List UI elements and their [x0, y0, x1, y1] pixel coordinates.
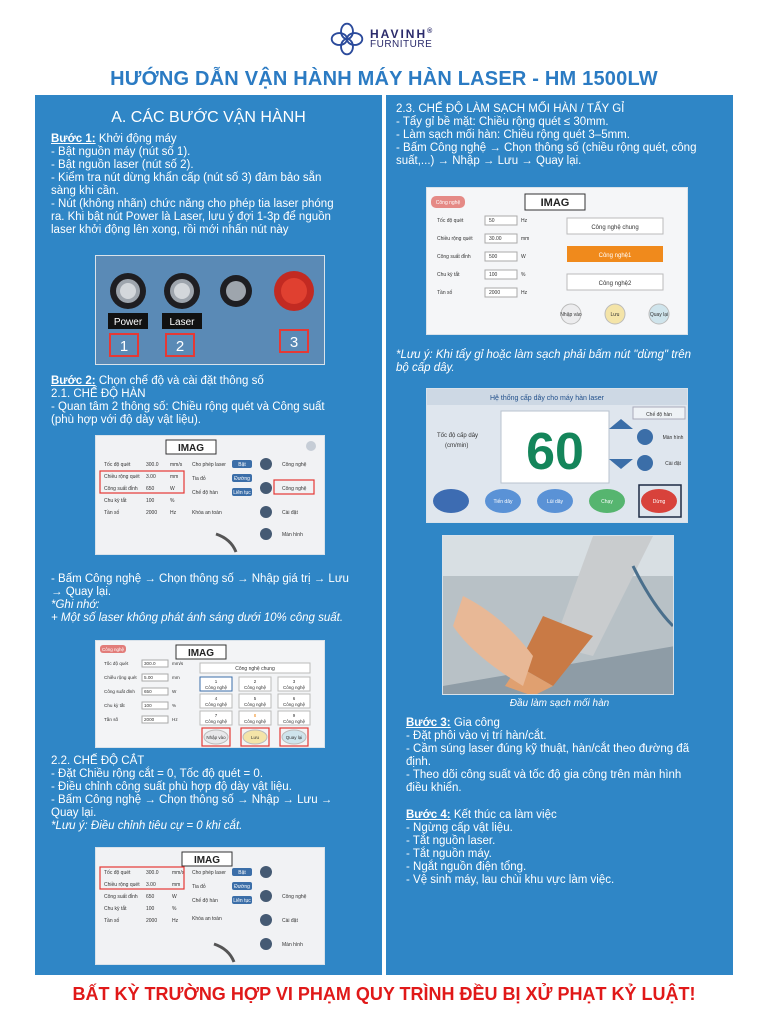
wire-speed-value: 60: [526, 423, 584, 481]
svg-text:300.0: 300.0: [144, 661, 156, 666]
svg-text:Nhập vào: Nhập vào: [206, 735, 226, 740]
step4-line: - Tắt nguồn laser.: [406, 835, 496, 847]
svg-text:Tần số: Tần số: [104, 510, 120, 516]
svg-text:650: 650: [144, 689, 152, 694]
svg-text:Tốc độ quét: Tốc độ quét: [437, 218, 464, 224]
number-2: 2: [175, 338, 185, 355]
svg-text:Công suất đỉnh: Công suất đỉnh: [104, 486, 138, 492]
svg-text:%: %: [172, 703, 177, 708]
svg-text:Bật: Bật: [238, 462, 246, 468]
step2-process-block: [51, 573, 381, 625]
svg-text:Hz: Hz: [521, 218, 528, 224]
svg-text:Hz: Hz: [172, 717, 178, 722]
svg-text:Màn hình: Màn hình: [282, 532, 303, 538]
flower-logo-icon: [330, 22, 364, 56]
clean-note: bộ cấp dây.: [396, 362, 455, 374]
svg-text:Cài đặt: Cài đặt: [282, 918, 298, 924]
step2-label: Bước 2:: [51, 375, 96, 387]
svg-text:4: 4: [214, 696, 218, 701]
svg-text:Công nghệ: Công nghệ: [204, 685, 228, 690]
note-label: *Ghi nhớ:: [51, 599, 100, 611]
cut-note: *Lưu ý: Điều chỉnh tiêu cự = 0 khi cắt.: [51, 820, 243, 832]
cut-line: - Đặt Chiều rộng cắt = 0, Tốc độ quét = 0.: [51, 768, 264, 780]
svg-text:Cài đặt: Cài đặt: [282, 510, 298, 516]
section-title: A. CÁC BƯỚC VẬN HÀNH: [111, 109, 306, 126]
step1-line: - Bật nguồn laser (nút số 2).: [51, 159, 194, 171]
svg-text:Công nghệ chung: Công nghệ chung: [235, 666, 275, 672]
svg-text:Hệ thống cấp dây cho máy hàn l: Hệ thống cấp dây cho máy hàn laser: [489, 395, 605, 402]
step1-line: - Nút (không nhãn) chức năng cho phép tia laser phóng: [51, 198, 334, 210]
svg-text:Cho phép laser: Cho phép laser: [192, 462, 226, 468]
svg-text:Khóa an toàn: Khóa an toàn: [192, 510, 222, 516]
step1-line: sàng khi cần.: [51, 185, 119, 197]
svg-text:W: W: [172, 894, 177, 900]
svg-text:Tần số: Tần số: [104, 717, 119, 722]
svg-text:Tốc độ quét: Tốc độ quét: [104, 661, 129, 666]
svg-text:Đường: Đường: [234, 476, 250, 482]
svg-text:100: 100: [146, 498, 155, 504]
svg-text:Công nghệ: Công nghệ: [243, 685, 267, 690]
svg-text:Lưu: Lưu: [250, 735, 260, 740]
svg-text:8: 8: [253, 713, 257, 718]
svg-text:Công nghệ: Công nghệ: [282, 719, 306, 724]
unlabeled-button: [220, 275, 252, 307]
svg-text:Bật: Bật: [238, 870, 246, 876]
svg-text:5: 5: [253, 696, 257, 701]
svg-text:IMAG: IMAG: [187, 648, 215, 659]
svg-text:3: 3: [292, 679, 296, 684]
svg-text:Tần số: Tần số: [437, 290, 453, 296]
svg-text:300.0: 300.0: [146, 462, 159, 468]
svg-text:Lưu: Lưu: [610, 312, 620, 318]
svg-text:W: W: [170, 486, 175, 492]
svg-text:6: 6: [292, 696, 296, 701]
svg-text:mm: mm: [172, 882, 181, 888]
step3-line: định.: [406, 756, 431, 768]
svg-text:100: 100: [144, 703, 152, 708]
svg-text:Công nghệ: Công nghệ: [243, 719, 267, 724]
svg-text:Công nghệ: Công nghệ: [282, 702, 306, 707]
step4-block: [406, 809, 731, 887]
svg-text:Quay lại: Quay lại: [285, 735, 303, 740]
machine-buttons-photo: [95, 255, 325, 365]
step2-line: - Quan tâm 2 thông số: Chiều rộng quét và Công suất: [51, 401, 325, 413]
svg-text:Dừng: Dừng: [652, 499, 666, 505]
svg-text:Công nghệ: Công nghệ: [204, 702, 228, 707]
svg-text:mm: mm: [170, 474, 179, 480]
svg-text:Màn hình: Màn hình: [662, 435, 684, 441]
svg-text:Quay lại: Quay lại: [649, 312, 669, 318]
svg-text:Tốc độ quét: Tốc độ quét: [104, 462, 131, 468]
step3-line: điều khiển.: [406, 782, 462, 794]
step3-line: - Đặt phôi vào vị trí hàn/cắt.: [406, 730, 547, 742]
svg-text:Công nghệ: Công nghệ: [204, 719, 228, 724]
footer: [0, 978, 768, 1024]
svg-text:Công nghệ: Công nghệ: [243, 702, 267, 707]
svg-text:5.00: 5.00: [144, 675, 153, 680]
header: [0, 0, 768, 95]
cutting-block: [51, 755, 381, 833]
svg-text:mm: mm: [172, 675, 180, 680]
svg-text:IMAG: IMAG: [177, 443, 205, 454]
technology-screen: [95, 640, 325, 748]
step1-title: Khởi động máy: [95, 133, 177, 145]
svg-text:300.0: 300.0: [146, 870, 159, 876]
svg-text:3.00: 3.00: [146, 474, 156, 480]
step3-line: - Theo dõi công suất và tốc độ gia công trên màn hình: [406, 769, 682, 781]
svg-text:Đường: Đường: [234, 884, 250, 890]
power-button: [110, 273, 146, 309]
step2-block: [51, 375, 381, 427]
emergency-stop-button: [274, 271, 314, 311]
svg-text:2000: 2000: [146, 510, 158, 516]
step4-line: - Vệ sinh máy, lau chùi khu vực làm việc.: [406, 874, 615, 886]
cleaning-technology-screen: [426, 187, 688, 335]
sub-heading-weld: 2.1. CHẾ ĐỘ HÀN: [51, 388, 146, 400]
svg-text:Lùi dây: Lùi dây: [546, 499, 564, 505]
svg-text:mm: mm: [521, 236, 530, 242]
number-3: 3: [289, 334, 299, 351]
svg-text:Nhập vào: Nhập vào: [560, 312, 582, 318]
page-title: HƯỚNG DẪN VẬN HÀNH MÁY HÀN LASER - HM 1500LW: [110, 68, 658, 90]
svg-text:Công suất đỉnh: Công suất đỉnh: [104, 894, 138, 900]
step1-line: - Bật nguồn máy (nút số 1).: [51, 146, 191, 158]
svg-text:30.00: 30.00: [489, 236, 502, 242]
svg-text:mm/s: mm/s: [170, 462, 183, 468]
svg-text:3.00: 3.00: [146, 882, 156, 888]
svg-text:%: %: [170, 498, 175, 504]
right-panel: [386, 95, 733, 975]
svg-text:Chu kỳ tắt: Chu kỳ tắt: [104, 498, 127, 504]
svg-text:Chiều rộng quét: Chiều rộng quét: [104, 882, 140, 888]
svg-text:Hz: Hz: [172, 918, 179, 924]
clean-note-block: [396, 349, 731, 375]
svg-text:650: 650: [146, 894, 155, 900]
svg-text:W: W: [172, 689, 177, 694]
svg-text:Chạy: Chạy: [601, 499, 613, 505]
number-1: 1: [119, 338, 129, 355]
svg-text:Liên tục: Liên tục: [233, 490, 251, 496]
cut-line: - Điều chỉnh công suất phù hợp độ dày vật liệu.: [51, 781, 292, 793]
svg-text:Chế độ hàn: Chế độ hàn: [192, 490, 218, 496]
svg-text:2000: 2000: [144, 717, 155, 722]
svg-text:Chế độ hàn: Chế độ hàn: [192, 898, 218, 904]
step4-line: - Tắt nguồn máy.: [406, 848, 492, 860]
step2-title: Chọn chế độ và cài đặt thông số: [95, 375, 264, 387]
svg-text:Chu kỳ tắt: Chu kỳ tắt: [104, 906, 127, 912]
clean-line: suất,...) → Nhập → Lưu → Quay lại.: [396, 155, 582, 167]
svg-text:Chế độ hàn: Chế độ hàn: [646, 412, 672, 418]
sub-heading-clean: 2.3. CHẾ ĐỘ LÀM SẠCH MỐI HÀN / TẨY GỈ: [396, 103, 625, 115]
svg-text:2: 2: [253, 679, 257, 684]
step2-line: (phù hợp với độ dày vật liệu).: [51, 414, 201, 426]
left-panel: [35, 95, 382, 975]
svg-text:Hz: Hz: [170, 510, 177, 516]
step3-title: Gia công: [450, 717, 500, 729]
svg-text:Công nghệ: Công nghệ: [282, 462, 307, 468]
svg-text:Màn hình: Màn hình: [282, 942, 303, 948]
step2-line: - Bấm Công nghệ → Chọn thông số → Nhập giá trị → Lưu: [51, 573, 349, 585]
step1-block: [51, 133, 376, 237]
svg-text:Công suất đỉnh: Công suất đỉnh: [437, 254, 471, 260]
svg-text:Cài đặt: Cài đặt: [665, 461, 681, 467]
cleaning-head-photo: [442, 535, 674, 695]
svg-text:650: 650: [146, 486, 155, 492]
svg-text:Tần số: Tần số: [104, 918, 120, 924]
svg-text:Công nghệ: Công nghệ: [282, 894, 307, 900]
cut-line: - Bấm Công nghệ → Chọn thông số → Nhập → Lưu →: [51, 794, 333, 806]
svg-text:Chiều rộng quét: Chiều rộng quét: [437, 236, 473, 242]
step3-label: Bước 3:: [406, 717, 451, 729]
control-screen-cut: [95, 847, 325, 965]
svg-text:W: W: [521, 254, 526, 260]
svg-text:Tia đỏ: Tia đỏ: [192, 476, 206, 482]
step4-label: Bước 4:: [406, 809, 451, 821]
svg-text:mm/s: mm/s: [172, 870, 185, 876]
svg-text:mm/s: mm/s: [172, 661, 184, 666]
svg-text:2000: 2000: [146, 918, 158, 924]
svg-text:Tốc độ quét: Tốc độ quét: [104, 870, 131, 876]
svg-text:7: 7: [214, 713, 218, 718]
svg-text:Tiến dây: Tiến dây: [493, 499, 513, 505]
clean-note: *Lưu ý: Khi tẩy gỉ hoặc làm sạch phải bấm nút "dừng" trên: [396, 349, 692, 361]
laser-button: [164, 273, 200, 309]
svg-text:Chu kỳ tắt: Chu kỳ tắt: [104, 703, 125, 708]
svg-text:Công nghệ chung: Công nghệ chung: [591, 225, 639, 231]
step4-line: - Ngắt nguồn điện tổng.: [406, 861, 527, 873]
svg-text:Công nghệ: Công nghệ: [101, 647, 125, 652]
svg-text:50: 50: [489, 218, 495, 224]
brand-subtitle: FURNITURE: [370, 39, 433, 50]
svg-text:Công nghệ: Công nghệ: [282, 486, 307, 492]
svg-text:Công nghệ2: Công nghệ2: [598, 281, 632, 287]
power-label: Power: [113, 317, 143, 328]
control-screen-weld: [95, 435, 325, 555]
step4-line: - Ngừng cấp vật liệu.: [406, 822, 513, 834]
svg-text:Công suất đỉnh: Công suất đỉnh: [104, 689, 135, 694]
svg-text:Hz: Hz: [521, 290, 528, 296]
svg-text:100: 100: [489, 272, 498, 278]
sub-heading-cut: 2.2. CHẾ ĐỘ CẮT: [51, 755, 145, 767]
note-text: + Một số laser không phát ánh sáng dưới 10% công suất.: [51, 612, 344, 624]
svg-text:100: 100: [146, 906, 155, 912]
step3-block: [406, 717, 731, 795]
step1-label: Bước 1:: [51, 133, 96, 145]
svg-text:IMAG: IMAG: [540, 197, 570, 209]
svg-text:Công nghệ: Công nghệ: [435, 200, 461, 206]
step1-line: laser khởi động lên xong, rồi mới nhấn nút này: [51, 224, 289, 236]
svg-text:Công nghệ1: Công nghệ1: [598, 253, 632, 259]
step4-title: Kết thúc ca làm việc: [450, 809, 557, 821]
step1-line: ra. Khi bật nút Power là Laser, lưu ý đợi 1-3p để nguồn: [51, 211, 331, 223]
svg-text:Liên tục: Liên tục: [233, 898, 251, 904]
laser-label: Laser: [169, 317, 195, 328]
svg-text:Chiều rộng quét: Chiều rộng quét: [104, 675, 137, 680]
svg-text:500: 500: [489, 254, 498, 260]
step1-line: - Kiểm tra nút dừng khẩn cấp (nút số 3) đảm bảo sẵn: [51, 172, 322, 184]
step3-line: - Cầm súng laser đúng kỹ thuật, hàn/cắt theo đường đã: [406, 743, 690, 755]
svg-text:Chu kỳ tắt: Chu kỳ tắt: [437, 272, 460, 278]
discipline-warning: BẤT KỲ TRƯỜNG HỢP VI PHẠM QUY TRÌNH ĐỀU BỊ XỬ PHẠT KỶ LUẬT!: [72, 984, 696, 1004]
svg-text:IMAG: IMAG: [193, 855, 221, 866]
svg-text:%: %: [172, 906, 177, 912]
svg-text:Tia đỏ: Tia đỏ: [192, 884, 206, 890]
clean-line: - Tẩy gỉ bề mặt: Chiều rộng quét ≤ 30mm.: [396, 116, 609, 128]
clean-line: - Bấm Công nghệ → Chọn thông số (chiều rộng quét, công: [396, 142, 697, 154]
svg-text:Tốc độ cấp dây: Tốc độ cấp dây: [437, 433, 479, 439]
svg-text:1: 1: [214, 679, 218, 684]
svg-text:Cho phép laser: Cho phép laser: [192, 870, 226, 876]
svg-text:(cm/min): (cm/min): [445, 443, 469, 449]
photo-caption: Đầu làm sạch mối hàn: [509, 698, 610, 709]
clean-line: - Làm sạch mối hàn: Chiều rộng quét 3–5mm.: [396, 129, 630, 141]
cut-line: Quay lại.: [51, 807, 97, 819]
svg-text:Khóa an toàn: Khóa an toàn: [192, 916, 222, 922]
cleaning-block: [396, 103, 731, 168]
logo: [330, 22, 434, 56]
step2-line: → Quay lại.: [51, 586, 112, 598]
svg-text:%: %: [521, 272, 526, 278]
wire-feeder-screen: [426, 388, 688, 523]
svg-text:9: 9: [292, 713, 296, 718]
brand-name: HAVINH®: [370, 27, 435, 41]
svg-text:2000: 2000: [489, 290, 501, 296]
svg-text:Công nghệ: Công nghệ: [282, 685, 306, 690]
svg-text:Chiều rộng quét: Chiều rộng quét: [104, 474, 140, 480]
